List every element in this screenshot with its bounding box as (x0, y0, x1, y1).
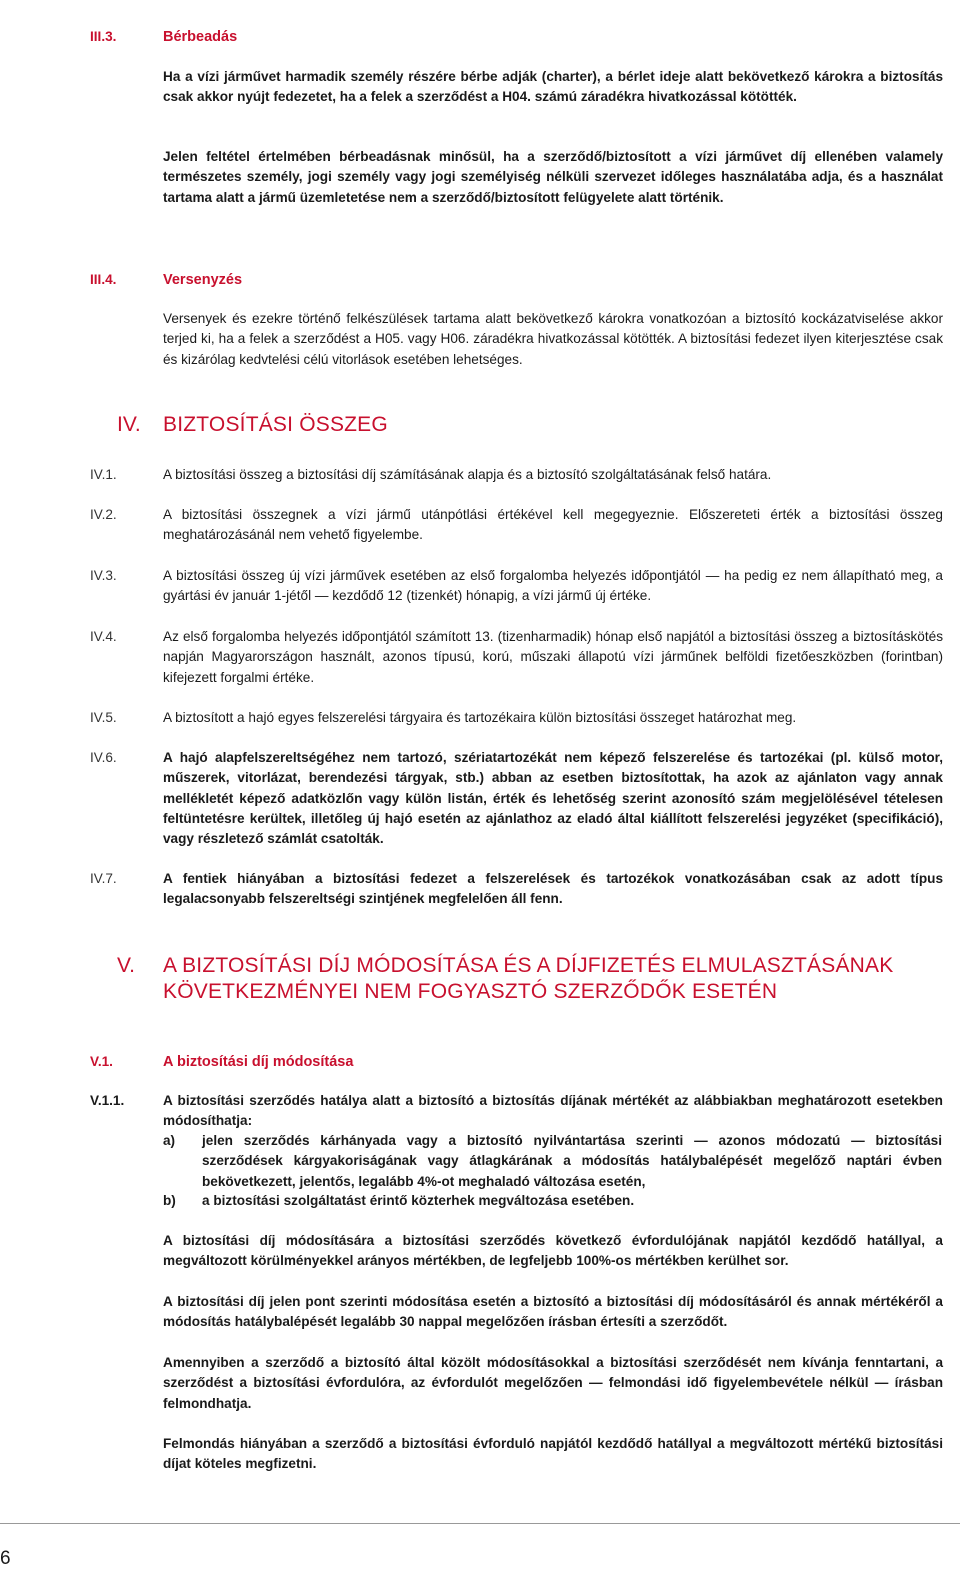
chapter-number: V. (117, 954, 135, 977)
section-title: Versenyzés (163, 272, 243, 288)
chapter-title: BIZTOSÍTÁSI ÖSSZEG (163, 413, 388, 436)
item-number: IV.2. (90, 507, 117, 522)
item-text: Az első forgalomba helyezés időpontjától számított 13. (tizenharmadik) hónap első napjától a biztosítási összeg a biztosításkötés napján Magyarországon használt, azonos típusú, korú, műszaki állapotú vízi járműnek belföldi fizetőeszközben (forintban) kifejezett forgalmi értéke. (163, 629, 943, 685)
chapter-title: A BIZTOSÍTÁSI DÍJ MÓDOSÍTÁSA ÉS A DÍJFIZETÉS ELMULASZTÁSÁNAK KÖVETKEZMÉNYEI NEM FOGYASZTÓ SZERZŐDŐK ESETÉN (163, 954, 894, 1003)
page-number: 6 (0, 1548, 11, 1569)
footer-divider (0, 1523, 960, 1524)
paragraph: Felmondás hiányában a szerződő a biztosítási évforduló napjától kezdődő hatállyal a megváltozott mértékű biztosítási díjat köteles megfizetni. (163, 1436, 943, 1472)
section-title: Bérbeadás (163, 29, 238, 45)
paragraph: Jelen feltétel értelmében bérbeadásnak minősül, ha a szerződő/biztosított a vízi járművet díj ellenében valamely természetes személy, jogi személy vagy jogi személyiség nélküli szervezet időleges használatába adja, és a használat tartama alatt a jármű üzemletetése nem a szerződő/biztosított felügyelete alatt történik. (163, 149, 943, 205)
paragraph: Ha a vízi járművet harmadik személy részére bérbe adják (charter), a bérlet ideje alatt bekövetkező károkra a biztosítás csak akkor nyújt fedezetet, ha a felek a szerződést a H04. számú záradékra hivatkozással kötötték. (163, 69, 943, 105)
item-number: IV.7. (90, 871, 117, 886)
section-number: III.4. (90, 272, 117, 287)
section-title: A biztosítási díj módosítása (163, 1054, 354, 1070)
list-item: a biztosítási szolgáltatást érintő közterhek megváltozása esetében. (202, 1193, 635, 1208)
section-number: III.3. (90, 29, 117, 44)
paragraph: A biztosítási szerződés hatálya alatt a biztosító a biztosítás díjának mértékét az alábbiakban meghatározott esetekben módosíthatja: (163, 1093, 943, 1129)
item-text: A fentiek hiányában a biztosítási fedezet a felszerelések és tartozékok vonatkozásában csak az adott típus legalacsonyabb felszereltségi szintjének megfelelően áll fenn. (163, 871, 943, 907)
item-text: A biztosított a hajó egyes felszerelési tárgyaira és tartozékaira külön biztosítási összeget határozhat meg. (163, 710, 797, 725)
item-text: A biztosítási összegnek a vízi jármű utánpótlási értékével kell megegyeznie. Előszereteti érték a biztosítási összeg meghatározásánál nem vehető figyelembe. (163, 507, 943, 543)
item-number: IV.5. (90, 710, 117, 725)
paragraph-number: V.1.1. (90, 1093, 125, 1108)
item-text: A biztosítási összeg új vízi járművek esetében az első forgalomba helyezés időpontjától — ha pedig ez nem állapítható meg, a gyártási év január 1-jétől — kezdődő 12 (tizenkét) hónapig, a vízi jármű új értéke. (163, 568, 943, 604)
item-number: IV.4. (90, 629, 117, 644)
paragraph: A biztosítási díj módosítására a biztosítási szerződés következő évfordulójának napjától kezdődő hatállyal, a megváltozott körülményekkel arányos mértékben, de legfeljebb 100%-os mértékben kerülhet sor. (163, 1233, 943, 1269)
list-item: jelen szerződés kárhányada vagy a biztosító nyilvántartása szerinti — azonos módozatú — biztosítási szerződések kárgyakoriságának vagy átlagkárának a módosítás hatálybalépését megelőző naptári évben bekövetkezett, jelentős, legalább 4%-ot meghaladó változása esetén, (202, 1133, 942, 1189)
paragraph: A biztosítási díj jelen pont szerinti módosítása esetén a biztosító a biztosítási díj módosításáról és annak mértékéről a módosítás hatálybalépését legalább 30 nappal megelőzően írásban értesíti a szerződőt. (163, 1294, 943, 1330)
item-number: IV.6. (90, 750, 117, 765)
item-number: IV.1. (90, 467, 117, 482)
paragraph: Versenyek és ezekre történő felkészülések tartama alatt bekövetkező károkra vonatkozóan a biztosító kockázatviselése akkor terjed ki, ha a felek a szerződést a H05. vagy H06. záradékra hivatkozással kötötték. A biztosítási fedezet ilyen kiterjesztése csak és kizárólag kedvtelési célú vitorlások esetében lehetséges. (163, 311, 943, 367)
paragraph: Amennyiben a szerződő a biztosító által közölt módosításokkal a biztosítási szerződését nem kívánja fenntartani, a szerződést a biztosítási évfordulóra, az évfordulót megelőzően — felmondási idő figyelembevétele nélkül — írásban felmondhatja. (163, 1355, 943, 1411)
item-number: IV.3. (90, 568, 117, 583)
section-number: V.1. (90, 1054, 113, 1069)
item-text: A hajó alapfelszereltségéhez nem tartozó, szériatartozékát nem képező felszerelése és tartozékai (pl. külső motor, műszerek, vitorlázat, berendezési tárgyak, stb.) abban az esetben biztosítottak, ha azok az ajánlaton vagy annak mellékletét képező adatközlőn vagy külön listán, érték és lehetőség szerint azonosító szám megjelölésével tételesen feltüntetésre kerültek, illetőleg új hajó esetén az ajánlathoz az eladó által kiállított felszerelési jegyzéket (specifikáció), vagy részletező számlát csatolták. (163, 750, 943, 847)
list-label: a) (163, 1133, 176, 1148)
list-label: b) (163, 1193, 176, 1208)
chapter-number: IV. (117, 413, 141, 436)
item-text: A biztosítási összeg a biztosítási díj számításának alapja és a biztosító szolgáltatásának felső határa. (163, 467, 772, 482)
